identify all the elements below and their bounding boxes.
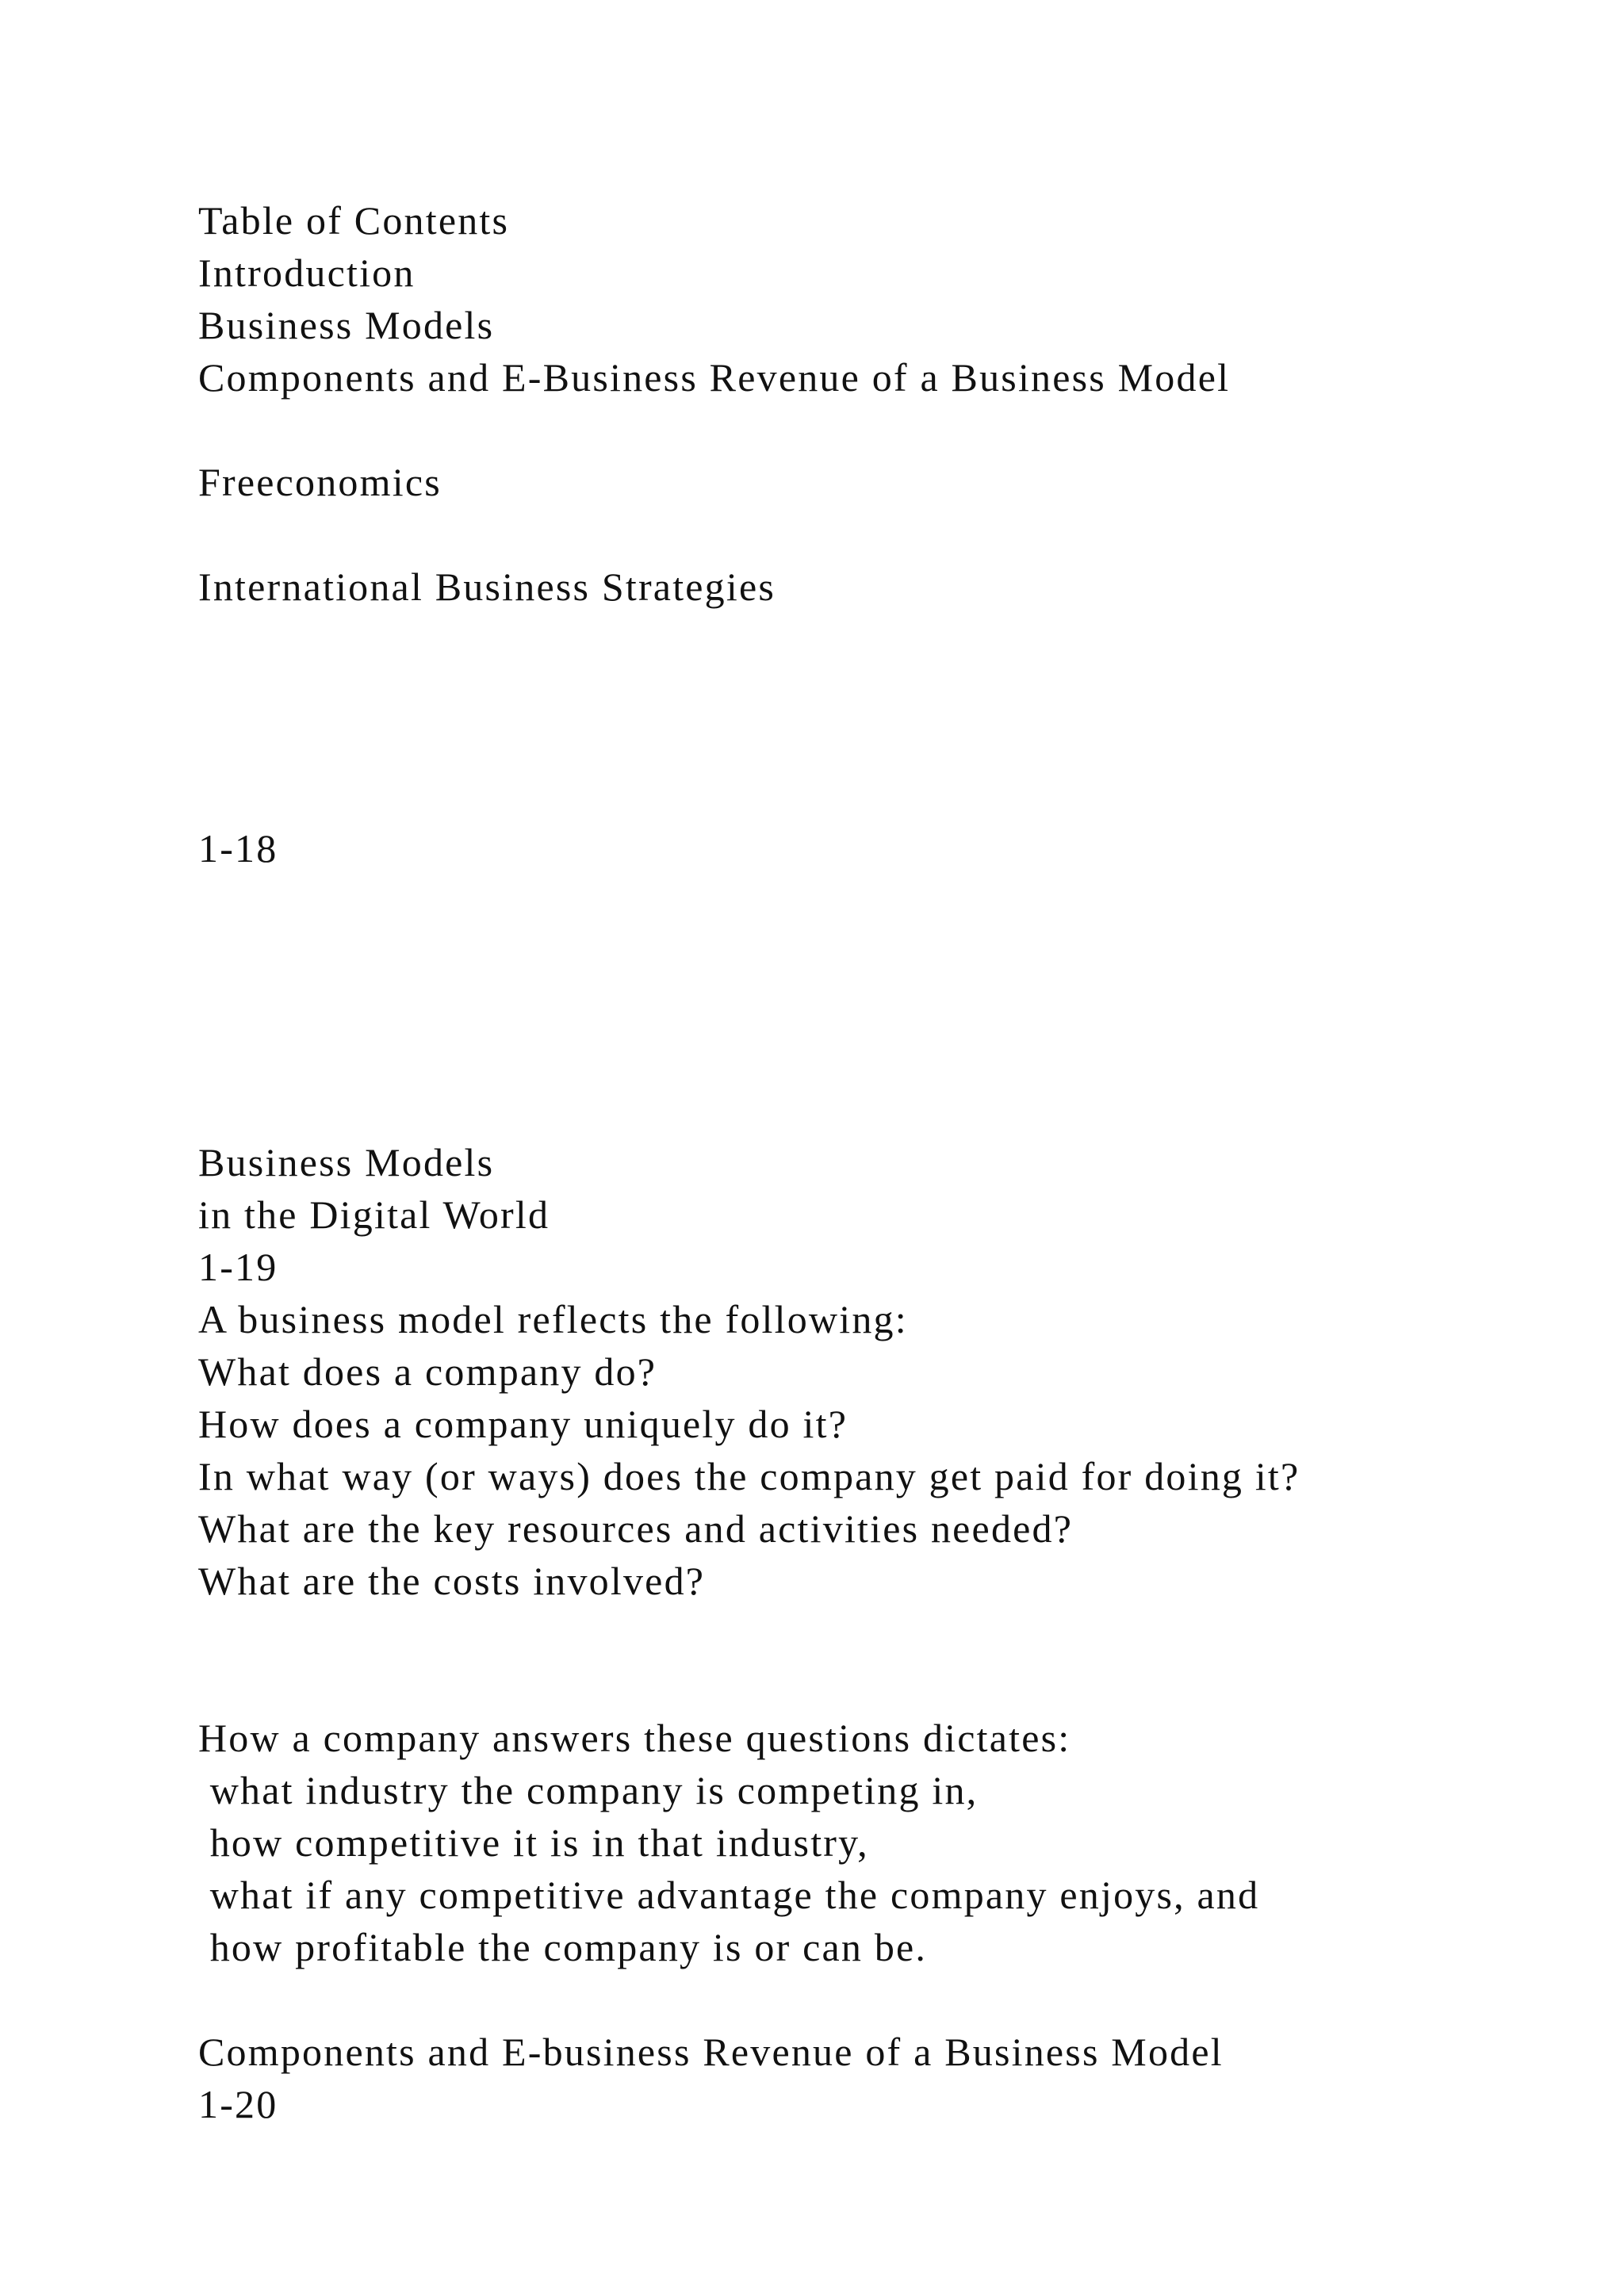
blank-line (198, 613, 1546, 665)
blank-line (198, 404, 1546, 456)
text-line: Table of Contents (198, 198, 510, 243)
text-line: how competitive it is in that industry, (198, 1820, 869, 1865)
slide-number: 1-20 (198, 2082, 278, 2126)
text-line: International Business Strategies (198, 564, 776, 609)
slide-number: 1-19 (198, 1245, 278, 1289)
blank-line (198, 1031, 1546, 1084)
text-line: What does a company do? (198, 1349, 657, 1394)
text-line: Freeconomics (198, 460, 442, 504)
blank-line (198, 508, 1546, 561)
document-body (198, 194, 1546, 2130)
text-line: Business Models (198, 303, 495, 347)
blank-line (198, 718, 1546, 770)
text-line: Introduction (198, 251, 416, 295)
text-line: How does a company uniquely do it? (198, 1402, 848, 1446)
text-line: What are the key resources and activities needed? (198, 1506, 1074, 1551)
blank-line (198, 1084, 1546, 1136)
text-line: Components and E-Business Revenue of a Business Model (198, 355, 1231, 400)
text-line: Business Models (198, 1140, 495, 1184)
text-line: A business model reflects the following: (198, 1297, 908, 1341)
blank-line (198, 1973, 1546, 2026)
text-line: How a company answers these questions dictates: (198, 1716, 1071, 1760)
text-line: what if any competitive advantage the company enjoys, and (198, 1873, 1260, 1917)
blank-line (198, 1659, 1546, 1712)
blank-line (198, 665, 1546, 718)
text-line: in the Digital World (198, 1192, 550, 1237)
text-line: Components and E-business Revenue of a Business Model (198, 2030, 1224, 2074)
blank-line (198, 979, 1546, 1031)
slide-number: 1-18 (198, 826, 278, 871)
blank-line (198, 770, 1546, 822)
text-line: In what way (or ways) does the company get paid for doing it? (198, 1454, 1300, 1498)
text-line: What are the costs involved? (198, 1559, 706, 1603)
text-line: how profitable the company is or can be. (198, 1925, 928, 1969)
blank-line (198, 927, 1546, 979)
text-line: what industry the company is competing in, (198, 1768, 979, 1812)
blank-line (198, 1607, 1546, 1659)
blank-line (198, 874, 1546, 927)
